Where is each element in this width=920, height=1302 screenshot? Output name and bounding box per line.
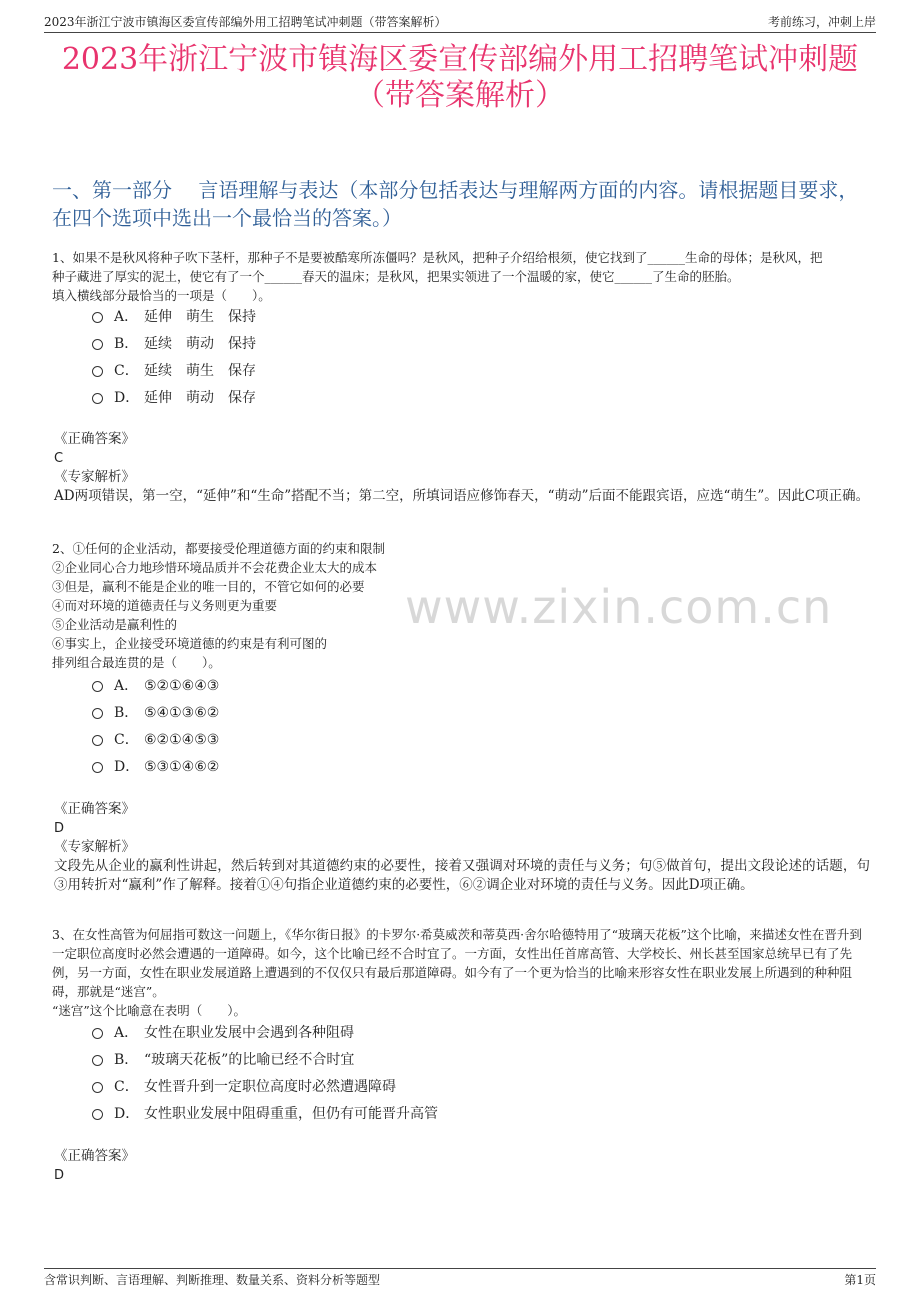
question-1-options (92, 304, 256, 412)
question-2-options (92, 673, 219, 781)
radio-button-icon[interactable] (92, 762, 103, 773)
section-heading: 一、第一部分 言语理解与表达（本部分包括表达与理解两方面的内容。请根据题目要求，在四个选项中选出一个最恰当的答案。） (52, 178, 859, 230)
title-line-2: （带答案解析） (355, 78, 565, 113)
option-b[interactable]: B． ⑤④①③⑥② (92, 700, 219, 727)
watermark: www.zixin.com.cn (405, 580, 833, 634)
answer-value: C (54, 451, 64, 466)
option-a[interactable]: A． 延伸 萌生 保持 (92, 304, 256, 331)
option-b[interactable]: B． “玻璃天花板”的比喻已经不合时宜 (92, 1047, 438, 1074)
question-2-line: ⑥事实上，企业接受环境道德的约束是有利可图的 (52, 636, 328, 651)
analysis-text: 文段先从企业的赢利性讲起，然后转到对其道德约束的必要性，接着又强调对环境的责任与义务；句⑤做首句，提出文段论述的话题，句③用转折对“赢利”作了解释。接着①④句指企业道德约束的必要性，⑥②调企业对环境的责任与义务。因此D项正确。 (54, 858, 870, 893)
question-3-answer (54, 1147, 870, 1185)
radio-button-icon[interactable] (92, 339, 103, 350)
option-a[interactable]: A． 女性在职业发展中会遇到各种阻碍 (92, 1020, 438, 1047)
question-1-line: 种子藏进了厚实的泥土，使它有了一个______春天的温床；是秋风，把果实领进了一个温暖的家，使它______了生命的胚胎。 (52, 269, 740, 284)
question-3-prompt: “迷宫”这个比喻意在表明（ ）。 (52, 1003, 247, 1018)
question-1-stem (52, 248, 870, 305)
question-2-prompt: 排列组合最连贯的是（ ）。 (52, 655, 221, 670)
question-2-line: ③但是，赢利不能是企业的唯一目的，不管它如何的必要 (52, 579, 365, 594)
option-b[interactable]: B． 延续 萌动 保持 (92, 331, 256, 358)
analysis-label: 《专家解析》 (54, 839, 135, 855)
question-2-answer (54, 800, 870, 895)
radio-button-icon[interactable] (92, 1109, 103, 1120)
question-3-paragraph: 3、在女性高管为何屈指可数这一问题上，《华尔街日报》的卡罗尔·希莫威茨和蒂莫西·舍尔哈德特用了“玻璃天花板”这个比喻，来描述女性在晋升到一定职位高度时必然会遭遇的一道障碍。如今，这个比喻已经不合时宜了。一方面，女性出任首席高管、大学校长、州长甚至国家总统早已有了先例，另一方面，女性在职业发展道路上遭遇到的不仅仅只有最后那道障碍。如今有了一个更为恰当的比喻来形容女性在职业发展上所遇到的种种阻碍，那就是“迷宫”。 (52, 927, 862, 999)
page-header (44, 12, 876, 33)
page-number: 第1页 (844, 1273, 876, 1287)
option-a[interactable]: A． ⑤②①⑥④③ (92, 673, 219, 700)
question-2-line: 2、①任何的企业活动，都要接受伦理道德方面的约束和限制 (52, 541, 385, 556)
radio-button-icon[interactable] (92, 735, 103, 746)
option-c[interactable]: C． 延续 萌生 保存 (92, 358, 256, 385)
document-title (40, 42, 880, 114)
radio-button-icon[interactable] (92, 312, 103, 323)
option-d[interactable]: D． 延伸 萌动 保存 (92, 385, 256, 412)
answer-value: D (54, 821, 65, 836)
option-c[interactable]: C． 女性晋升到一定职位高度时必然遭遇障碍 (92, 1074, 438, 1101)
option-c[interactable]: C． ⑥②①④⑤③ (92, 727, 219, 754)
question-1-answer (54, 430, 870, 506)
header-slogan: 考前练习，冲刺上岸 (767, 15, 876, 29)
radio-button-icon[interactable] (92, 366, 103, 377)
footer-topics: 含常识判断、言语理解、判断推理、数量关系、资料分析等题型 (44, 1273, 381, 1287)
question-2-line: ⑤企业活动是赢利性的 (52, 617, 178, 632)
option-d[interactable]: D． ⑤③①④⑥② (92, 754, 219, 781)
question-3-stem (52, 925, 870, 1020)
answer-label: 《正确答案》 (54, 431, 135, 447)
radio-button-icon[interactable] (92, 1028, 103, 1039)
question-2-stem (52, 539, 870, 672)
answer-label: 《正确答案》 (54, 1148, 135, 1164)
radio-button-icon[interactable] (92, 1055, 103, 1066)
question-3-options (92, 1020, 438, 1128)
answer-label: 《正确答案》 (54, 801, 135, 817)
analysis-label: 《专家解析》 (54, 469, 135, 485)
question-2-line: ②企业同心合力地珍惜环境品质并不会花费企业太大的成本 (52, 560, 378, 575)
radio-button-icon[interactable] (92, 681, 103, 692)
header-title: 2023年浙江宁波市镇海区委宣传部编外用工招聘笔试冲刺题（带答案解析） (44, 15, 447, 29)
question-1-line: 1、如果不是秋风将种子吹下茎杆，那种子不是要被酷寒所冻僵吗？是秋风，把种子介绍给根须，使它找到了______生命的母体；是秋风，把 (52, 250, 823, 265)
option-d[interactable]: D． 女性职业发展中阻碍重重，但仍有可能晋升高管 (92, 1101, 438, 1128)
title-line-1: 2023年浙江宁波市镇海区委宣传部编外用工招聘笔试冲刺题 (61, 42, 859, 77)
radio-button-icon[interactable] (92, 1082, 103, 1093)
radio-button-icon[interactable] (92, 708, 103, 719)
page-footer (44, 1268, 876, 1291)
question-2-line: ④而对环境的道德责任与义务则更为重要 (52, 598, 278, 613)
answer-value: D (54, 1168, 65, 1183)
question-1-prompt: 填入横线部分最恰当的一项是（ ）。 (52, 288, 271, 303)
radio-button-icon[interactable] (92, 393, 103, 404)
analysis-text: AD两项错误，第一空，“延伸”和“生命”搭配不当；第二空，所填词语应修饰春天，“萌动”后面不能跟宾语，应选“萌生”。因此C项正确。 (54, 488, 870, 504)
